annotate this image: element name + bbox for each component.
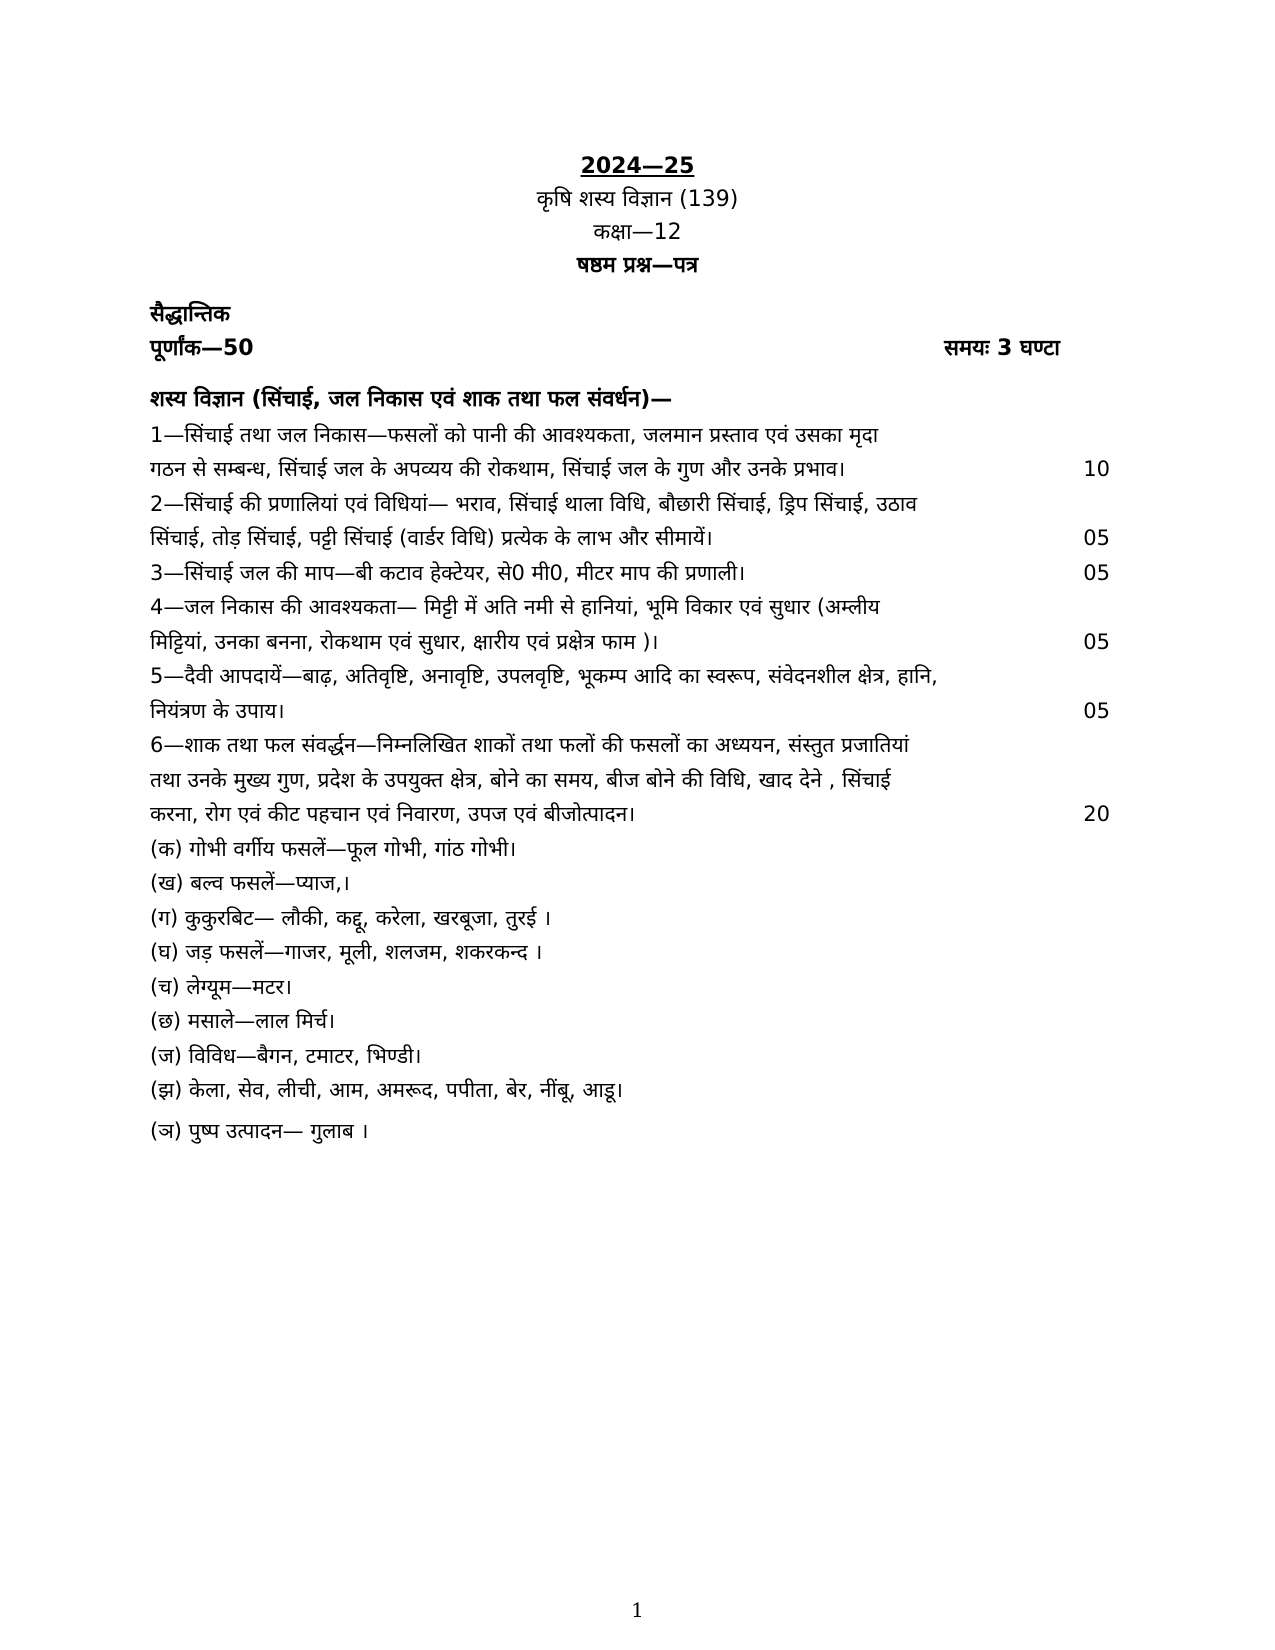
unit-5-marks: 05 (1083, 698, 1110, 723)
page-number: 1 (631, 1598, 644, 1622)
unit-4-line-1: 4—जल निकास की आवश्यकता— मिट्टी में अति नमी से हानियां, भूमि विकार एवं सुधार (अम्लीय (150, 595, 880, 619)
unit-5 (150, 659, 1190, 728)
unit-3 (150, 556, 1190, 591)
unit-4-last-line (150, 625, 1190, 660)
unit-5-last-line (150, 694, 1190, 729)
list-item: (ख) बल्व फसलें—प्याज,। (150, 871, 350, 895)
unit-6-line-3: करना, रोग एवं कीट पहचान एवं निवारण, उपज एवं बीजोत्पादन। (150, 802, 636, 826)
unit-4-line-2: मिट्टियां, उनका बनना, रोकथाम एवं सुधार, क्षारीय एवं प्रक्षेत्र फाम )। (150, 629, 659, 654)
unit-6-marks: 20 (1083, 802, 1110, 826)
subject-title: कृषि शस्य विज्ञान (139) (536, 187, 739, 212)
theory-label: सैद्धान्तिक (150, 302, 231, 327)
crop-sub-list (150, 832, 1190, 1149)
unit-4-marks: 05 (1083, 629, 1110, 654)
list-item: (ञ) पुष्प उत्पादन— गुलाब । (150, 1118, 369, 1143)
unit-5-line-1: 5—दैवी आपदायें—बाढ़, अतिवृष्टि, अनावृष्टि, उपलवृष्टि, भूकम्प आदि का स्वरूप, संवेदनशील क्षेत्र, हानि, (150, 664, 938, 688)
unit-2-last-line (150, 521, 1190, 556)
list-item: (क) गोभी वर्गीय फसलें—फूल गोभी, गांठ गोभी। (150, 836, 517, 861)
max-marks: पूर्णांक—50 (150, 336, 254, 361)
unit-2-marks: 05 (1083, 526, 1110, 550)
marks-time-row (150, 332, 1060, 362)
unit-3-text: 3—सिंचाई जल की माप—बी कटाव हेक्टेयर, से0 मी0, मीटर माप की प्रणाली। (150, 560, 746, 585)
unit-2-line-2: सिंचाई, तोड़ सिंचाई, पट्टी सिंचाई (वार्डर विधि) प्रत्येक के लाभ और सीमायें। (150, 526, 713, 550)
unit-4 (150, 590, 1190, 659)
unit-3-marks: 05 (1083, 560, 1110, 585)
unit-2-line-1: 2—सिंचाई की प्रणालियां एवं विधियां— भराव, सिंचाई थाला विधि, बौछारी सिंचाई, ड्रिप सिंचाई, उठाव (150, 491, 918, 516)
list-item: (ज) विविध—बैगन, टमाटर, भिण्डी। (150, 1043, 422, 1068)
time-allowed: समयः 3 घण्टा (944, 336, 1060, 361)
section-title: शस्य विज्ञान (सिंचाई, जल निकास एवं शाक तथा फल संवर्धन)— (150, 387, 673, 412)
list-item: (ग) कुकुरबिट— लौकी, कद्दू, करेला, खरबूजा, तुरई । (150, 905, 552, 930)
unit-6 (150, 728, 1190, 832)
session-year: 2024—25 (580, 154, 695, 179)
theory-label-row (150, 298, 1060, 328)
document-header (0, 150, 1275, 282)
unit-2 (150, 487, 1190, 556)
unit-1 (150, 418, 1190, 487)
unit-1-line-2: गठन से सम्बन्ध, सिंचाई जल के अपव्यय की रोकथाम, सिंचाई जल के गुण और उनके प्रभाव। (150, 457, 846, 481)
unit-5-line-2: नियंत्रण के उपाय। (150, 698, 285, 723)
unit-6-line-2: तथा उनके मुख्य गुण, प्रदेश के उपयुक्त क्षेत्र, बोने का समय, बीज बोने की विधि, खाद देने , सिंचाई (150, 767, 891, 792)
unit-6-line-1: 6—शाक तथा फल संवर्द्धन—निम्नलिखित शाकों तथा फलों की फसलों का अध्ययन, संस्तुत प्रजातियां (150, 733, 910, 757)
list-item: (झ) केला, सेव, लीची, आम, अमरूद, पपीता, बेर, नींबू, आडू। (150, 1078, 623, 1102)
unit-1-last-line (150, 452, 1190, 487)
list-item: (छ) मसाले—लाल मिर्च। (150, 1009, 336, 1033)
list-item: (घ) जड़ फसलें—गाजर, मूली, शलजम, शकरकन्द । (150, 940, 543, 964)
class-label: कक्षा—12 (593, 220, 682, 245)
unit-1-marks: 10 (1083, 457, 1110, 481)
list-item: (च) लेग्यूम—मटर। (150, 974, 292, 999)
unit-6-last-line (150, 797, 1190, 832)
paper-label: षष्ठम प्रश्न—पत्र (576, 253, 699, 278)
unit-3-line (150, 556, 1190, 591)
syllabus-content (150, 383, 1190, 1148)
unit-1-line-1: 1—सिंचाई तथा जल निकास—फसलों को पानी की आवश्यकता, जलमान प्रस्ताव एवं उसका मृदा (150, 422, 879, 447)
